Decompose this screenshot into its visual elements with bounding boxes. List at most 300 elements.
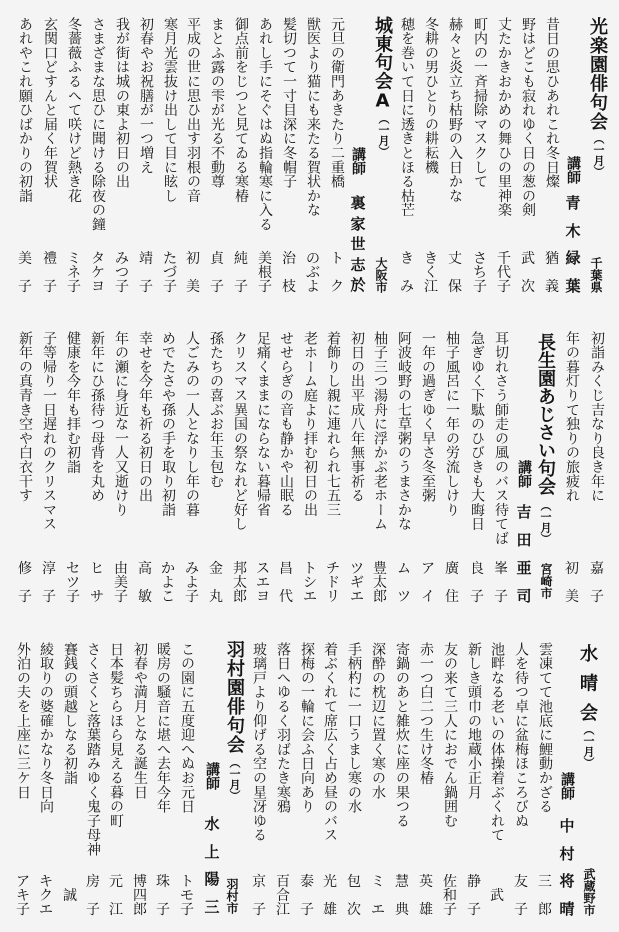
name-char: 敏	[138, 589, 152, 605]
name-char: 靖	[139, 251, 153, 267]
name-char: 慧	[395, 874, 409, 890]
haiku-text: 玄関口どすんと届く年賀状	[42, 17, 58, 189]
name-char: 子	[300, 902, 314, 918]
name-char: リ	[326, 589, 340, 605]
name-char: 子	[443, 902, 457, 918]
haiku-text: 人を待つ卓に盆梅ほころびぬ	[513, 642, 529, 828]
haiku-text: 足痛くままにならない暮帰省	[255, 331, 271, 517]
haiku-text: 初日の出平成八年無事祈る	[349, 331, 365, 503]
teacher-label: 講師	[204, 762, 220, 790]
section-month: （一月）	[377, 113, 390, 157]
haiku-author	[564, 562, 580, 604]
name-char: ム	[397, 561, 411, 577]
haiku-text: あれやこれ願ひばかりの初詣	[17, 17, 33, 203]
name-char: 豊	[373, 561, 387, 577]
name-char: ト	[303, 561, 317, 577]
haiku-author	[275, 875, 291, 917]
name-char: 純	[234, 251, 248, 267]
haiku-text: 落日へゆるく羽ばたき寒鴉	[275, 642, 291, 814]
haiku-author	[257, 252, 273, 294]
teacher-location: 大阪市	[374, 257, 388, 293]
name-char: 房	[86, 874, 100, 890]
name-char: 猶	[545, 251, 559, 267]
name-char: 四	[133, 888, 147, 904]
haiku-text: 一年の過ぎゆく早さ冬至粥	[420, 331, 436, 503]
haiku-author	[513, 875, 529, 917]
name-char: 元	[109, 874, 123, 890]
name-char: 良	[470, 561, 484, 577]
name-char: モ	[180, 888, 194, 904]
name-char: ツ	[350, 561, 364, 577]
name-char: 禮	[43, 251, 57, 267]
name-char: 根	[258, 265, 272, 281]
name-char: 子	[86, 902, 100, 918]
name-char: キ	[16, 888, 30, 904]
name-char: 子	[234, 279, 248, 295]
haiku-text: 柚子風呂に一年の労流しけり	[444, 331, 460, 517]
haiku-text: 我が街は城の東よ初日の出	[114, 17, 130, 189]
name-char: 珠	[156, 874, 170, 890]
name-char: つ	[115, 265, 129, 281]
name-char: イ	[421, 589, 435, 605]
haiku-author	[396, 562, 412, 604]
name-char: ヨ	[91, 279, 105, 295]
name-char: 百	[276, 874, 290, 890]
teacher-location: 羽村市	[225, 878, 239, 914]
name-char: エ	[39, 902, 53, 918]
haiku-text: 耳切れさう師走の風のバス待てば	[493, 331, 509, 546]
haiku-text: 新年の真青き空や白衣干す	[17, 331, 33, 503]
name-char: 子	[497, 279, 511, 295]
name-char: 昌	[279, 561, 293, 577]
name-char: 友	[514, 874, 528, 890]
name-char: こ	[161, 589, 175, 605]
name-char: 葉	[565, 276, 581, 295]
haiku-text: 着ぶくれて席広く占め昼のバス	[322, 642, 338, 843]
haiku-author	[447, 252, 463, 294]
name-char: 子	[514, 902, 528, 918]
name-char: 青	[565, 194, 581, 212]
haiku-author	[420, 562, 436, 604]
name-char: 英	[419, 874, 433, 890]
name-char: ア	[421, 561, 435, 577]
name-char: 子	[258, 279, 272, 295]
haiku-text: 平成の世に思ひ出す羽根の音	[185, 17, 201, 203]
haiku-text: 年の暮灯りて独りの旅疲れ	[564, 331, 580, 503]
name-char: 京	[252, 874, 266, 890]
name-char: く	[424, 265, 438, 281]
name-char: 初	[565, 561, 579, 577]
haiku-author	[418, 875, 434, 917]
haiku-author	[251, 875, 267, 917]
name-char: 子	[185, 589, 199, 605]
haiku-author	[184, 562, 200, 604]
name-char: 典	[395, 902, 409, 918]
teacher-label: 講師	[350, 147, 366, 175]
name-char: 吉	[516, 503, 532, 521]
name-char: 代	[497, 265, 511, 281]
name-char: 初	[186, 251, 200, 267]
teacher-label: 講師	[565, 156, 581, 184]
name-char: 三	[204, 897, 220, 916]
name-char: 雄	[323, 902, 337, 918]
haiku-author	[472, 252, 488, 294]
name-char: 郎	[538, 902, 552, 918]
name-char: ギ	[350, 575, 364, 591]
name-char: ド	[326, 575, 340, 591]
haiku-text: 急ぎゆく下駄のひびきも大晦日	[469, 331, 485, 532]
name-char: ぶ	[306, 265, 320, 281]
haiku-text: 寒月光雲抜け出して目に眩し	[162, 17, 178, 203]
name-char: ネ	[67, 265, 81, 281]
name-char: エ	[256, 575, 270, 591]
name-char: 合	[276, 888, 290, 904]
haiku-author	[42, 252, 58, 294]
name-char: セ	[66, 561, 80, 577]
name-char: ア	[16, 874, 30, 890]
name-char: ト	[180, 874, 194, 890]
name-char: ツ	[397, 589, 411, 605]
name-char: 子	[590, 589, 604, 605]
haiku-author	[466, 875, 482, 917]
haiku-text: 暖房の騒音に堪へ去年今年	[155, 642, 171, 814]
haiku-author	[346, 875, 362, 917]
haiku-author	[299, 875, 315, 917]
haiku-author	[38, 875, 54, 917]
haiku-text: 外泊の夫を上座に三ケ日	[15, 642, 31, 800]
haiku-author	[589, 562, 605, 604]
name-char: 司	[516, 587, 532, 605]
name-char: 郎	[373, 589, 387, 605]
name-char: 郎	[233, 589, 247, 605]
haiku-text: 友の来て三人におでん鍋囲む	[442, 642, 458, 828]
name-char: 丸	[209, 589, 223, 605]
haiku-author	[469, 562, 485, 604]
haiku-author	[325, 562, 341, 604]
name-char: 裏	[350, 194, 366, 212]
name-char: 貞	[210, 251, 224, 267]
haiku-author	[17, 252, 33, 294]
haiku-author	[537, 875, 553, 917]
name-char: 次	[521, 279, 535, 295]
haiku-text: 綾取りの婆確かなり冬日向	[38, 642, 54, 814]
name-char: 佐	[443, 874, 457, 890]
name-char: み	[115, 251, 129, 267]
name-char: 泰	[300, 874, 314, 890]
haiku-text: 髪切つて一寸目深に冬帽子	[281, 17, 297, 189]
name-char: 千	[497, 251, 511, 267]
name-char: 義	[545, 279, 559, 295]
haiku-author	[489, 875, 505, 917]
haiku-author	[66, 252, 82, 294]
name-char: エ	[371, 902, 385, 918]
haiku-author	[208, 562, 224, 604]
haiku-text: 初春や満月となる誕生日	[132, 642, 148, 800]
name-char: 三	[538, 874, 552, 890]
name-char: 世	[350, 235, 366, 253]
name-char: 志	[350, 255, 366, 274]
name-char: ス	[256, 561, 270, 577]
haiku-text: 健康を今年も拝む初詣	[65, 331, 81, 474]
haiku-text: 冬薔薇ふるへて咲けど熱き花	[66, 17, 82, 203]
name-char: 江	[424, 279, 438, 295]
name-char: 子	[67, 279, 81, 295]
name-char: 子	[467, 902, 481, 918]
name-char: 木	[565, 221, 581, 240]
name-char: エ	[303, 589, 317, 605]
name-char: 子	[156, 902, 170, 918]
name-char: 子	[252, 902, 266, 918]
haiku-text: 孫たちの喜ぶお年玉包む	[208, 331, 224, 489]
haiku-author	[185, 252, 201, 294]
haiku-text: 初春やお祝膳が一つ増え	[138, 17, 154, 175]
name-char: 峯	[494, 561, 508, 577]
haiku-text: あれし手にそぐはぬ指輪寒に入る	[257, 17, 273, 232]
name-char: 上	[204, 842, 220, 861]
name-char: 治	[282, 251, 296, 267]
name-char: 子	[18, 589, 32, 605]
name-char: 嘉	[590, 561, 604, 577]
name-char: 由	[114, 561, 128, 577]
haiku-author	[372, 562, 388, 604]
name-char: 中	[559, 817, 575, 835]
haiku-author	[85, 875, 101, 917]
name-char: 誠	[63, 888, 77, 904]
haiku-text: 柚子三つ湯舟に浮かぶ老ホーム	[372, 331, 388, 532]
haiku-text: 丈たかきおかめの舞ひの里神楽	[496, 17, 512, 218]
haiku-text: 探梅の一輪に会ふ日向あり	[299, 642, 315, 814]
haiku-author	[15, 875, 31, 917]
section-title: 長生園あじさい句会	[535, 333, 556, 495]
name-char: 光	[323, 874, 337, 890]
section-month: （一月）	[592, 133, 605, 177]
haiku-author	[138, 252, 154, 294]
haiku-text: 昔日の思ひあれこれ冬日燦	[544, 17, 560, 189]
haiku-author	[423, 252, 439, 294]
haiku-author	[520, 252, 536, 294]
haiku-text: 町内の一斉掃除マスクして	[472, 17, 488, 189]
name-char: サ	[90, 589, 104, 605]
haiku-author	[255, 562, 271, 604]
haiku-text: 老ホーム庭より拝む初日の出	[302, 331, 318, 517]
haiku-text: 雲凍てて池底に鯉動かざる	[537, 642, 553, 814]
name-char: 村	[559, 844, 575, 863]
haiku-text: 人ごみの一人となりし年の暮	[184, 331, 200, 517]
haiku-author	[233, 252, 249, 294]
haiku-text: この園に五度迎へぬお元日	[179, 642, 195, 814]
name-char: ミ	[371, 874, 385, 890]
haiku-author	[65, 562, 81, 604]
name-char: 子	[470, 589, 484, 605]
haiku-author	[370, 875, 386, 917]
name-char: 子	[43, 279, 57, 295]
haiku-text: 玻璃戸より仰げる空の星冴ゆる	[251, 642, 267, 843]
haiku-text: 日本髪ちらほら見える暮の町	[108, 642, 124, 828]
name-char: エ	[350, 589, 364, 605]
section-title: 水晴会	[577, 644, 598, 733]
teacher-name	[203, 817, 221, 915]
haiku-text: せせらぎの音も静かや山眠る	[278, 331, 294, 517]
haiku-author	[114, 252, 130, 294]
haiku-text: 獣医より猫にも来たる賀状かな	[305, 17, 321, 218]
haiku-author	[132, 875, 148, 917]
haiku-author	[137, 562, 153, 604]
haiku-author	[155, 875, 171, 917]
name-char: 子	[42, 589, 56, 605]
name-char: シ	[303, 575, 317, 591]
name-char: 金	[209, 561, 223, 577]
name-char: 丈	[448, 251, 462, 267]
name-char: よ	[185, 575, 199, 591]
name-char: 高	[138, 561, 152, 577]
name-char: さ	[473, 251, 487, 267]
haiku-author	[89, 562, 105, 604]
name-char: 子	[16, 902, 30, 918]
haiku-text: 新年にひ孫待つ母背を丸め	[89, 331, 105, 503]
haiku-text: 幸せを今年も祈る初日の出	[137, 331, 153, 503]
name-char: 太	[233, 575, 247, 591]
name-char: 江	[276, 902, 290, 918]
name-char: ツ	[66, 575, 80, 591]
name-char: 和	[443, 888, 457, 904]
teacher-name	[564, 196, 582, 294]
name-char: 静	[467, 874, 481, 890]
haiku-author	[90, 252, 106, 294]
haiku-author	[442, 875, 458, 917]
name-char: 次	[347, 902, 361, 918]
name-char: 江	[109, 902, 123, 918]
haiku-author	[496, 252, 512, 294]
teacher-location: 千葉県	[589, 257, 603, 293]
name-char: ヨ	[256, 589, 270, 605]
name-char: 亜	[516, 559, 532, 577]
haiku-text: 冬耕の男ひとりの耕耘機	[423, 17, 439, 175]
haiku-text: 穂を巻いて日に透きとほる枯芒	[399, 17, 415, 218]
name-char: 郎	[133, 902, 147, 918]
name-char: 田	[516, 531, 532, 549]
haiku-text: 子等帰り一日遅れのクリスマス	[41, 331, 57, 532]
name-char: 淳	[42, 561, 56, 577]
name-char: 子	[114, 589, 128, 605]
name-char: 陽	[204, 870, 220, 889]
haiku-text: 阿波岐野の七草粥のうまさかな	[396, 331, 412, 532]
name-char: き	[400, 251, 414, 267]
name-char: 住	[445, 589, 459, 605]
name-char: 美	[186, 279, 200, 295]
name-char: 子	[18, 279, 32, 295]
name-char: 修	[18, 561, 32, 577]
name-char: よ	[306, 279, 320, 295]
name-char: 子	[66, 589, 80, 605]
teacher-location: 武蔵野市	[582, 868, 596, 916]
haiku-author	[493, 562, 509, 604]
name-char: 邦	[233, 561, 247, 577]
haiku-author	[41, 562, 57, 604]
haiku-author	[17, 562, 33, 604]
haiku-text: 赤一つ白二つ生け冬椿	[418, 642, 434, 785]
haiku-author	[278, 562, 294, 604]
name-char: 美	[18, 251, 32, 267]
name-char: タ	[91, 251, 105, 267]
name-char: 美	[258, 251, 272, 267]
name-char: か	[161, 561, 175, 577]
name-char: 包	[347, 874, 361, 890]
haiku-text: 賽銭の頭越しなる初詣	[62, 642, 78, 785]
name-char: づ	[163, 265, 177, 281]
name-char: ヒ	[90, 561, 104, 577]
haiku-text: めでたさや孫の手を取り初詣	[160, 331, 176, 517]
name-char: 子	[163, 279, 177, 295]
name-char: ち	[473, 265, 487, 281]
name-char: 子	[139, 279, 153, 295]
name-char: 代	[279, 589, 293, 605]
teacher-label: 講師	[559, 772, 575, 800]
name-char: 武	[521, 251, 535, 267]
name-char: 子	[210, 279, 224, 295]
name-char: ケ	[91, 265, 105, 281]
name-char: 子	[473, 279, 487, 295]
teacher-name	[515, 505, 533, 604]
haiku-text: 深酔の枕辺に置く寒の水	[370, 642, 386, 800]
name-char: 廣	[445, 561, 459, 577]
haiku-text: 年の瀬に身近な一人又逝けり	[113, 331, 129, 517]
name-char: た	[163, 251, 177, 267]
teacher-name	[558, 819, 576, 917]
haiku-author	[232, 562, 248, 604]
haiku-text: 赫々と炎立ち枯野の入日かな	[447, 17, 463, 203]
haiku-author	[394, 875, 410, 917]
haiku-text: 野はどこも寂れゆく日の葱の剣	[520, 17, 536, 218]
name-char: 子	[115, 279, 129, 295]
name-char: の	[306, 251, 320, 267]
section-month: （一月）	[539, 500, 552, 544]
haiku-author	[444, 562, 460, 604]
haiku-author	[349, 562, 365, 604]
name-char: 美	[565, 589, 579, 605]
name-char: ミ	[67, 251, 81, 267]
name-char: キ	[39, 874, 53, 890]
name-char: み	[400, 279, 414, 295]
name-char: 水	[204, 815, 220, 833]
haiku-text: 手柄杓に一口うまし寒の水	[346, 642, 362, 814]
haiku-author	[302, 562, 318, 604]
haiku-text: 初詣みくじ吉なり良き年に	[589, 331, 605, 503]
name-char: ト	[330, 251, 344, 267]
haiku-author	[329, 252, 345, 294]
section-title: 光楽園俳句会	[587, 17, 608, 131]
haiku-author	[209, 252, 225, 294]
name-char: 太	[373, 575, 387, 591]
name-char: 子	[494, 589, 508, 605]
haiku-text: 池畔なる老いの体操着ぶくれて	[489, 642, 505, 843]
name-char: 雄	[419, 902, 433, 918]
section-month: （一月）	[228, 757, 241, 801]
haiku-author	[305, 252, 321, 294]
haiku-text: クリスマス異国の祭なれど好し	[232, 331, 248, 532]
name-char: 美	[114, 575, 128, 591]
name-char: ク	[330, 279, 344, 295]
name-char: ク	[39, 888, 53, 904]
section-title: 城東句会A	[372, 16, 393, 112]
name-char: 子	[180, 902, 194, 918]
name-char: 将	[559, 872, 575, 891]
haiku-author	[62, 875, 78, 917]
haiku-author	[322, 875, 338, 917]
name-char: 武	[490, 888, 504, 904]
name-char: 緑	[565, 249, 581, 268]
haiku-text: さくさくと落葉踏みゆく鬼子母神	[85, 642, 101, 857]
haiku-author	[113, 562, 129, 604]
